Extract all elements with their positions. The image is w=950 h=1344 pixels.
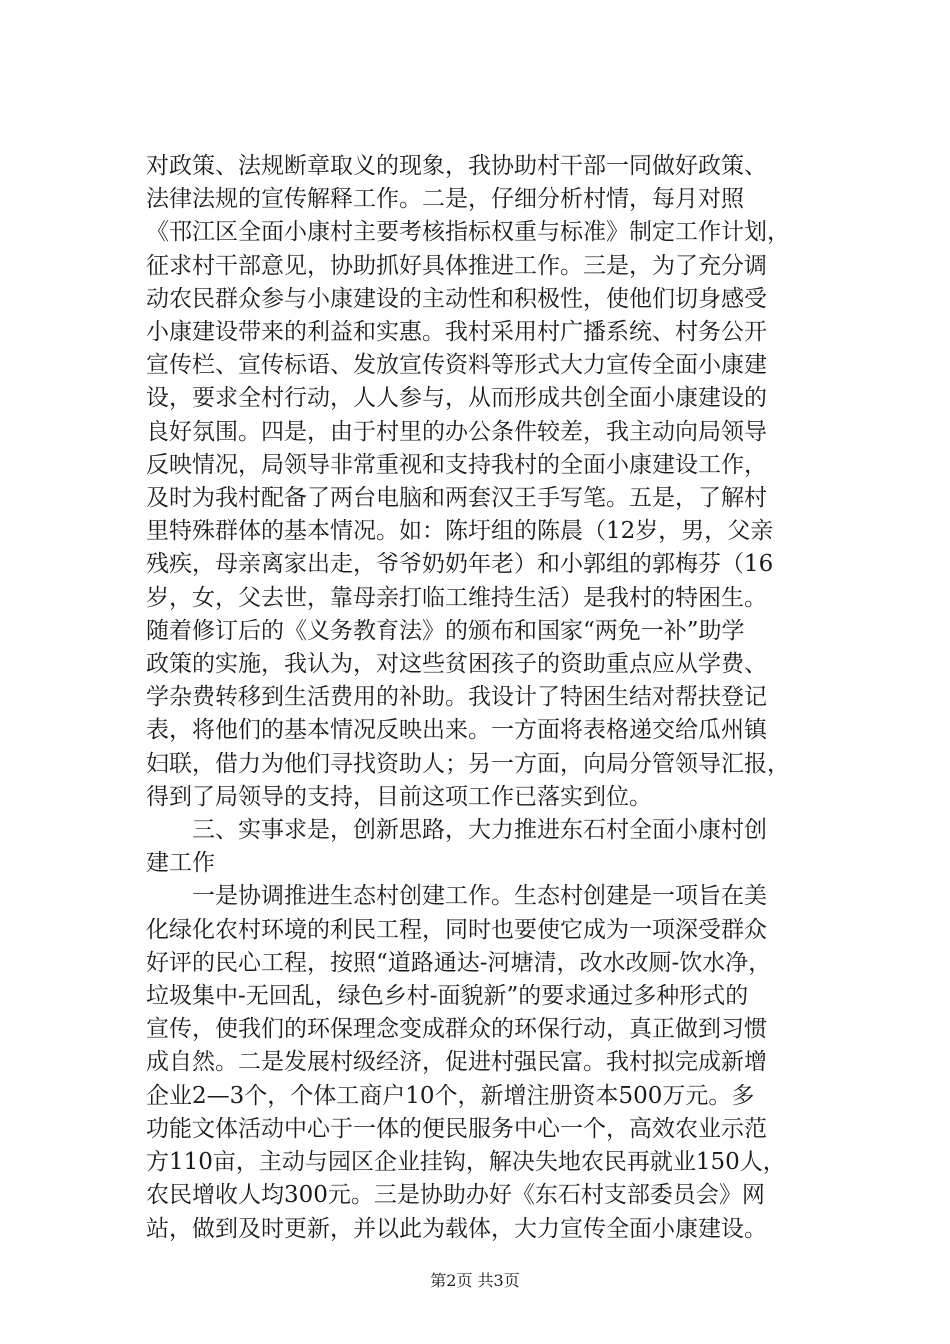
- text-line: 征求村干部意见，协助抓好具体推进工作。三是，为了充分调: [146, 252, 767, 279]
- document-body: [146, 150, 836, 1246]
- text-line: 成自然。二是发展村级经济，促进村强民富。我村拟完成新增: [146, 1049, 767, 1076]
- text-line: 良好氛围。四是，由于村里的办公条件较差，我主动向局领导: [146, 418, 767, 445]
- text-line: 一是协调推进生态村创建工作。生态村创建是一项旨在美: [192, 883, 767, 910]
- text-line: 残疾，母亲离家出走，爷爷奶奶年老）和小郭组的郭梅芬（16: [146, 551, 774, 578]
- text-line: 对政策、法规断章取义的现象，我协助村干部一同做好政策、: [146, 153, 767, 179]
- text-line: 垃圾集中-无回乱，绿色乡村-面貌新”的要求通过多种形式的: [146, 983, 749, 1010]
- text-line: 及时为我村配备了两台电脑和两套汉王手写笔。五是，了解村: [146, 485, 767, 512]
- text-line: 方110亩，主动与园区企业挂钩，解决失地农民再就业150人，: [146, 1149, 786, 1176]
- text-line: 政策的实施，我认为，对这些贫困孩子的资助重点应从学费、: [146, 651, 767, 678]
- text-line: 《邗江区全面小康村主要考核指标权重与标准》制定工作计划，: [146, 219, 790, 246]
- text-line: 企业2—3个，个体工商户10个，新增注册资本500万元。多: [146, 1082, 755, 1109]
- text-line: 建工作: [146, 850, 215, 877]
- page-footer: 第2页 共3页: [430, 1271, 520, 1290]
- text-line: 随着修订后的《义务教育法》的颁布和国家“两免一补”助学: [146, 617, 745, 644]
- text-line: 学杂费转移到生活费用的补助。我设计了特困生结对帮扶登记: [146, 684, 767, 711]
- text-line: 反映情况，局领导非常重视和支持我村的全面小康建设工作，: [146, 451, 767, 478]
- text-line: 表，将他们的基本情况反映出来。一方面将表格递交给瓜州镇: [146, 717, 767, 744]
- text-line: 法律法规的宣传解释工作。二是，仔细分析村情，每月对照: [146, 186, 744, 213]
- text-line: 化绿化农村环境的利民工程，同时也要使它成为一项深受群众: [146, 916, 767, 943]
- text-line: 里特殊群体的基本情况。如：陈圩组的陈晨（12岁，男，父亲: [146, 518, 774, 545]
- text-line: 功能文体活动中心于一体的便民服务中心一个，高效农业示范: [146, 1115, 767, 1142]
- text-line: 设，要求全村行动，人人参与，从而形成共创全面小康建设的: [146, 385, 767, 412]
- text-line: 妇联，借力为他们寻找资助人；另一方面，向局分管领导汇报，: [146, 750, 790, 777]
- text-line: 好评的民心工程，按照“道路通达-河塘清，改水改厕-饮水净，: [146, 949, 772, 976]
- text-line: 岁，女，父去世，靠母亲打临工维持生活）是我村的特困生。: [146, 584, 767, 611]
- text-line: 宣传，使我们的环保理念变成群众的环保行动，真正做到习惯: [146, 1016, 767, 1043]
- text-line: 三、实事求是，创新思路，大力推进东石村全面小康村创: [192, 817, 767, 844]
- text-line: 宣传栏、宣传标语、发放宣传资料等形式大力宣传全面小康建: [146, 352, 767, 379]
- text-line: 站，做到及时更新，并以此为载体，大力宣传全面小康建设。: [146, 1215, 767, 1242]
- text-line: 农民增收人均300元。三是协助办好《东石村支部委员会》网: [146, 1182, 765, 1209]
- text-line: 动农民群众参与小康建设的主动性和积极性，使他们切身感受: [146, 285, 767, 312]
- text-line: 得到了局领导的支持，目前这项工作已落实到位。: [146, 783, 652, 810]
- text-line: 小康建设带来的利益和实惠。我村采用村广播系统、村务公开: [146, 319, 767, 346]
